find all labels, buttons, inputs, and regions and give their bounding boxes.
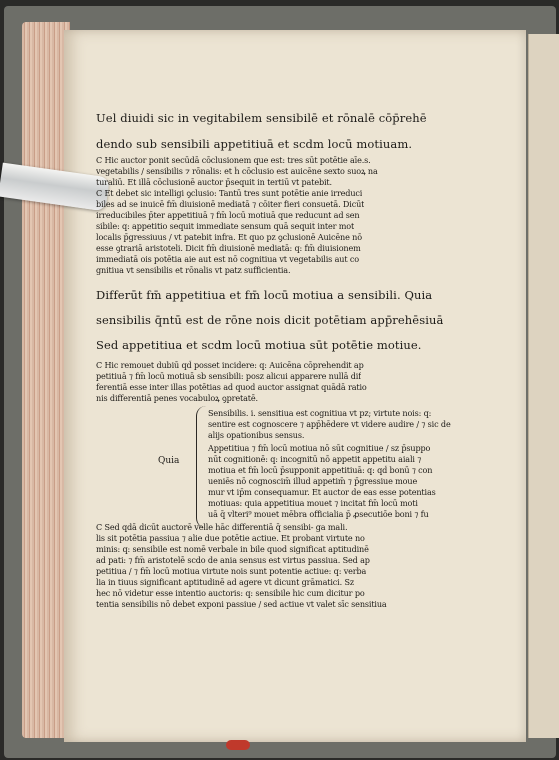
main-text-line: Sed appetitiua et scdm locū motiua sūt potētie motiue. <box>96 338 422 352</box>
margin-note: Quia <box>158 456 180 466</box>
commentary-line: esse ꝯtrariā aristoteli. Dicit fm̄ diuisionē mediatā: q: fm̄ diuisionem <box>96 243 361 253</box>
facing-page-edge <box>528 34 559 738</box>
commentary-line: sibile: q: appetitio sequit immediate sensum quā sequit̄ inter mot <box>96 221 355 231</box>
bracketed-line: Sensibilis. i. sensitiua est cognitiua vt pz; virtute nois: q: <box>208 408 432 418</box>
bracketed-line: ueniēs nō cognoscim̄ illud appetim̄ ⁊ p̄gressiue moue <box>208 476 418 486</box>
commentary-line: hec nō videtur esse intentio auctoris: q: sensibile hic cum dicitur po <box>96 588 365 598</box>
bracketed-line: motiuas: quia appetitiua mouet ⁊ incitat fm̄ locū moti <box>208 498 418 508</box>
commentary-line: petitiuā ⁊ fm̄ locū motiuā sb sensibili: posz alicui apparere nullā dif <box>96 371 362 381</box>
commentary-line: minis: q: sensibile est nomē verbale in bile quod significat aptitudinē <box>96 544 369 554</box>
bracketed-line: nūt cognitionē: q: incognitū nō appetit appetitu aiali ⁊ <box>208 454 422 464</box>
bracketed-line: Appetitiua ⁊ fm̄ locū motiua nō sūt cognitiue / sz p̄suppo <box>208 443 431 453</box>
bracketed-line: motiua et fm̄ locū p̄supponit appetitiuā: q: qd̄ bonū ⁊ con <box>208 465 433 475</box>
heading-line: dendo sub sensibili appetitiuā et scdm locū motiuam. <box>96 137 413 151</box>
bracketed-line: mur vt ip̄m consequamur. Et auctor de eas esse potentias <box>208 487 436 497</box>
curly-bracket <box>196 406 207 528</box>
commentary-line: lis sit potētia passiua ⁊ alie due potētie actiue. Et probant virtute no <box>96 533 365 543</box>
commentary-line: C Sed qdā dicūt auctorē velle hāc differentiā q̄ sensibi- ga mali. <box>96 522 348 532</box>
commentary-line: ferentiā esse inter illas potētias ad quod auctor assignat quādā ratio <box>96 382 367 392</box>
red-bookmark <box>226 740 250 750</box>
bracketed-line: uā q̄ vlteri⁹ mouet mēbra officialia p̄ ꝓsecutiōe boni ⁊ fu <box>208 509 429 519</box>
page-edges <box>22 22 70 738</box>
commentary-line: vegetabilis / sensibilis ⁊ rōnalis: et h̄ cōclusio est auicēne sexto suoꝝ na <box>96 166 378 176</box>
commentary-line: biles ad se inuicē fm̄ diuisionē mediatā ⁊ cōiter fieri consuetā. Dicūt <box>96 199 365 209</box>
bracketed-line: alijs opationibus sensus. <box>208 430 305 440</box>
commentary-line: lia in tiuus significant aptitudinē ad agere vt dicunt grāmatici. Sz <box>96 577 354 587</box>
commentary-line: nis differentiā penes vocabuloꝝ ꝯpretatē. <box>96 393 258 403</box>
heading-line: Uel diuidi sic in vegitabilem sensibilē et rōnalē cōp̄rehē <box>96 111 427 125</box>
commentary-line: tentia sensibilis nō debet exponi passiue / sed actiue vt valet sīc sensitiua <box>96 599 387 609</box>
bracketed-line: sentire est cognoscere ⁊ app̄hēdere vt videre audire / ⁊ sic de <box>208 419 451 429</box>
commentary-line: turaliū. Et illā cōclusionē auctor p̄sequit in tertiū vt patebit. <box>96 177 332 187</box>
commentary-line: petitiua / ⁊ fm̄ locū motiua virtute nois sunt potentie actiue: q: verba <box>96 566 367 576</box>
commentary-line: gnitiua vt sensibilis et rōnalis vt patz sufficientia. <box>96 265 291 275</box>
commentary-line: C Hic auctor ponit secūdā cōclusionem que est: tres sūt potētie aīe.s. <box>96 155 371 165</box>
commentary-line: localis p̄gressiuus / vt patebit infra. Et quo pz ꝯclusionē Auicēne nō <box>96 232 362 242</box>
main-text-line: sensibilis q̄ntū est de rōne nois dicit potētiam app̄rehēsiuā <box>96 313 444 327</box>
commentary-line: immediatā ois potētia aie aut est nō cognitiua vt vegetabilis aut co <box>96 254 359 264</box>
commentary-line: irreducibiles p̄ter appetitiuā ⁊ fm̄ locū motiuā que reducunt ad sen <box>96 210 360 220</box>
commentary-line: ad pati: ⁊ fm̄ aristotelē scdo de ania sensus est virtus passiua. Sed ap <box>96 555 370 565</box>
main-text-line: Differūt fm̄ appetitiua et fm̄ locū motiua a sensibili. Quia <box>96 288 433 302</box>
commentary-line: C Et debet sic intelligi ꝯclusio: Tantū tres sunt potētie anie irreduci <box>96 188 363 198</box>
commentary-line: C Hic remouet dubiū qd̄ posset incidere: q: Auicēna cōprehendit ap <box>96 360 364 370</box>
